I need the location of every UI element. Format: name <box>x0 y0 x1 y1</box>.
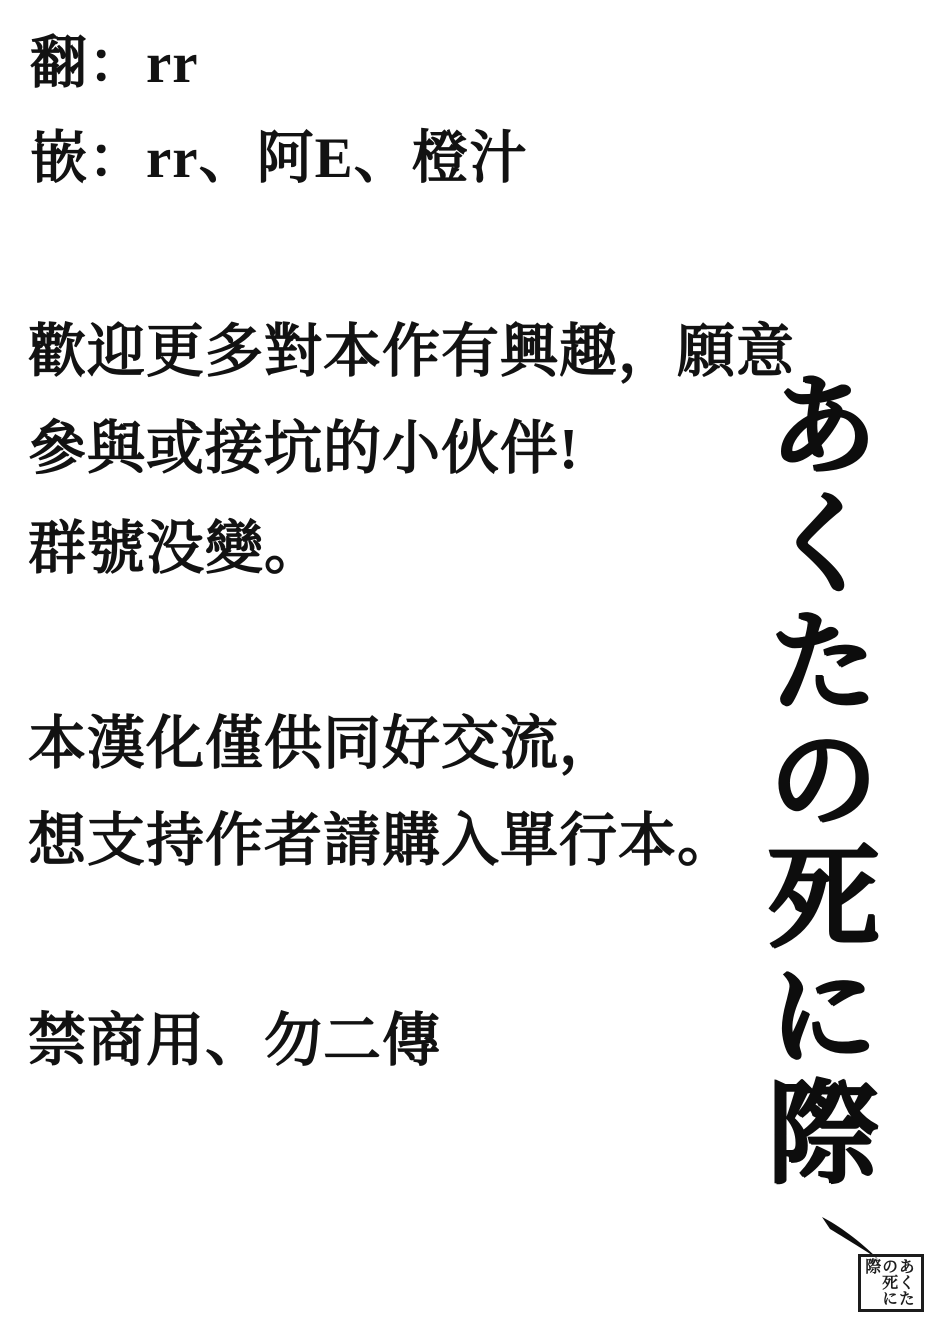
credit-translation-line: 翻：rr <box>30 32 199 95</box>
announcement-line-2: 參與或接坑的小伙伴! <box>28 416 580 481</box>
announcement-line-1: 歡迎更多對本作有興趣，願意 <box>28 319 796 384</box>
warning-line: 禁商用、勿二傳 <box>28 1008 442 1073</box>
title-seal-text: あくたの死に際 <box>862 1258 914 1306</box>
announcement-line-3: 群號没變。 <box>28 516 324 581</box>
disclaimer-line-1: 本漢化僅供同好交流， <box>28 711 619 776</box>
credit-typesetting-line: 嵌：rr、阿E、橙汁 <box>30 127 528 190</box>
disclaimer-line-2: 想支持作者請購入單行本。 <box>28 808 737 873</box>
title-seal-stamp <box>858 1254 924 1312</box>
series-title-vertical: あくたの死に際 <box>750 366 875 1192</box>
